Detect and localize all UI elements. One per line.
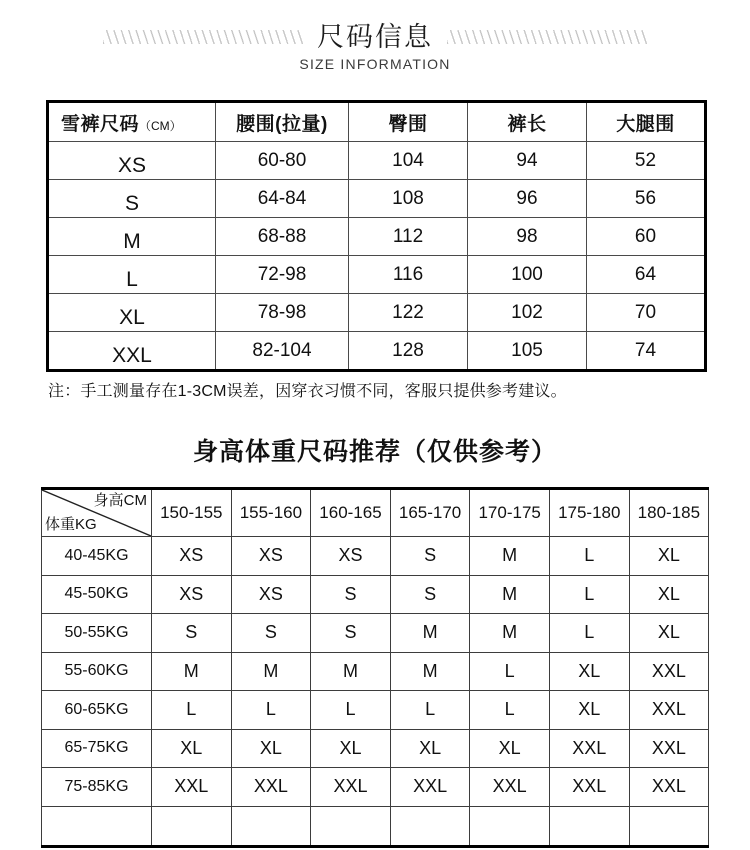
size-cell: XS [231, 537, 311, 576]
size-cell: M [311, 652, 391, 691]
page-title: 尺码信息 [317, 22, 433, 52]
size-cell [231, 806, 311, 846]
length-cell: 96 [468, 180, 587, 218]
size-cell: S [152, 614, 232, 653]
size-cell: XS [231, 575, 311, 614]
recommendation-title: 身高体重尺码推荐（仅供参考） [192, 438, 557, 466]
table-row [42, 768, 709, 807]
size-cell: XL [629, 537, 709, 576]
size-cell: XS [152, 575, 232, 614]
size-table-container [46, 100, 704, 372]
size-table-header-thigh: 大腿围 [587, 102, 706, 142]
size-cell: XL [48, 294, 216, 332]
weight-row-header: 65-75KG [42, 729, 152, 768]
table-row-empty [42, 806, 709, 846]
size-cell: L [549, 614, 629, 653]
height-axis-label: 身高CM [93, 492, 147, 509]
size-cell: XL [549, 652, 629, 691]
size-cell [311, 806, 391, 846]
height-column-header: 160-165 [311, 489, 391, 537]
size-table-header-size [48, 102, 216, 142]
table-row [48, 332, 706, 371]
size-cell: XS [152, 537, 232, 576]
size-cell: XXL [629, 691, 709, 730]
hatch-decoration-left-icon [103, 30, 303, 44]
size-cell: XS [48, 142, 216, 180]
size-cell: S [311, 614, 391, 653]
table-row [42, 537, 709, 576]
size-cell [549, 806, 629, 846]
size-cell: S [311, 575, 391, 614]
table-row [42, 691, 709, 730]
measurement-note: 注：手工测量存在1-3CM误差，因穿衣习惯不同，客服只提供参考建议。 [48, 383, 567, 400]
size-cell: M [152, 652, 232, 691]
thigh-cell: 74 [587, 332, 706, 371]
size-cell [629, 806, 709, 846]
size-cell: L [549, 575, 629, 614]
height-column-header: 170-175 [470, 489, 550, 537]
table-row [42, 575, 709, 614]
size-cell: XL [629, 614, 709, 653]
table-row [42, 729, 709, 768]
recommendation-table-body [42, 489, 709, 847]
size-cell: XXL [152, 768, 232, 807]
hip-cell: 122 [349, 294, 468, 332]
weight-row-header: 75-85KG [42, 768, 152, 807]
size-cell: M [48, 218, 216, 256]
size-cell: L [470, 652, 550, 691]
size-cell: XXL [48, 332, 216, 371]
size-table-header-length: 裤长 [468, 102, 587, 142]
size-cell: XL [311, 729, 391, 768]
weight-row-header: 50-55KG [42, 614, 152, 653]
waist-cell: 78-98 [216, 294, 349, 332]
length-cell: 94 [468, 142, 587, 180]
header-decoration-row [0, 22, 750, 52]
waist-cell: 60-80 [216, 142, 349, 180]
size-cell: S [48, 180, 216, 218]
thigh-cell: 64 [587, 256, 706, 294]
size-cell: XS [311, 537, 391, 576]
size-cell [390, 806, 470, 846]
size-cell: XXL [311, 768, 391, 807]
size-cell: L [470, 691, 550, 730]
size-table-header-hip: 臀围 [349, 102, 468, 142]
hip-cell: 108 [349, 180, 468, 218]
recommendation-table [41, 487, 709, 848]
waist-cell: 72-98 [216, 256, 349, 294]
size-table [46, 100, 707, 372]
size-cell: XL [231, 729, 311, 768]
length-cell: 98 [468, 218, 587, 256]
size-cell: XXL [549, 768, 629, 807]
height-column-header: 180-185 [629, 489, 709, 537]
size-cell: S [390, 537, 470, 576]
weight-axis-label: 体重KG [45, 516, 97, 533]
hip-cell: 104 [349, 142, 468, 180]
size-cell: XL [470, 729, 550, 768]
size-cell: XL [549, 691, 629, 730]
table-row [48, 142, 706, 180]
size-cell [152, 806, 232, 846]
size-cell: M [390, 652, 470, 691]
size-cell: XXL [629, 729, 709, 768]
size-cell: XXL [629, 652, 709, 691]
weight-row-header: 60-65KG [42, 691, 152, 730]
table-row [48, 256, 706, 294]
weight-row-header: 40-45KG [42, 537, 152, 576]
size-cell: XXL [470, 768, 550, 807]
recommendation-table-container [41, 487, 709, 848]
table-row [42, 614, 709, 653]
size-cell: XL [629, 575, 709, 614]
table-row [42, 652, 709, 691]
axis-corner-cell [42, 489, 152, 537]
size-cell: L [311, 691, 391, 730]
hip-cell: 116 [349, 256, 468, 294]
table-row [48, 180, 706, 218]
size-cell: S [231, 614, 311, 653]
table-row [48, 218, 706, 256]
size-table-header-unit: （CM） [139, 118, 182, 133]
height-column-header: 175-180 [549, 489, 629, 537]
height-column-header: 150-155 [152, 489, 232, 537]
height-column-header: 155-160 [231, 489, 311, 537]
height-column-header: 165-170 [390, 489, 470, 537]
size-table-body [48, 102, 706, 371]
thigh-cell: 56 [587, 180, 706, 218]
size-table-header-row [48, 102, 706, 142]
recommendation-header-row [42, 489, 709, 537]
size-table-header-waist: 腰围(拉量) [216, 102, 349, 142]
weight-row-header: 45-50KG [42, 575, 152, 614]
size-cell: M [470, 575, 550, 614]
hip-cell: 128 [349, 332, 468, 371]
page-subtitle: SIZE INFORMATION [299, 56, 451, 72]
weight-row-header: 55-60KG [42, 652, 152, 691]
hip-cell: 112 [349, 218, 468, 256]
size-cell: M [390, 614, 470, 653]
thigh-cell: 70 [587, 294, 706, 332]
size-cell [470, 806, 550, 846]
size-cell: S [390, 575, 470, 614]
weight-row-header [42, 806, 152, 846]
size-table-header-size-label: 雪裤尺码 [61, 113, 140, 135]
size-cell: L [549, 537, 629, 576]
size-cell: M [231, 652, 311, 691]
hatch-decoration-right-icon [447, 30, 647, 44]
page-header [0, 0, 750, 96]
size-cell: XXL [629, 768, 709, 807]
waist-cell: 64-84 [216, 180, 349, 218]
size-cell: L [231, 691, 311, 730]
size-cell: L [48, 256, 216, 294]
table-row [48, 294, 706, 332]
size-cell: XXL [549, 729, 629, 768]
size-cell: L [152, 691, 232, 730]
size-cell: M [470, 614, 550, 653]
size-cell: XXL [231, 768, 311, 807]
size-cell: L [390, 691, 470, 730]
length-cell: 102 [468, 294, 587, 332]
waist-cell: 68-88 [216, 218, 349, 256]
size-cell: M [470, 537, 550, 576]
length-cell: 100 [468, 256, 587, 294]
size-cell: XXL [390, 768, 470, 807]
length-cell: 105 [468, 332, 587, 371]
waist-cell: 82-104 [216, 332, 349, 371]
size-cell: XL [390, 729, 470, 768]
thigh-cell: 60 [587, 218, 706, 256]
thigh-cell: 52 [587, 142, 706, 180]
size-cell: XL [152, 729, 232, 768]
